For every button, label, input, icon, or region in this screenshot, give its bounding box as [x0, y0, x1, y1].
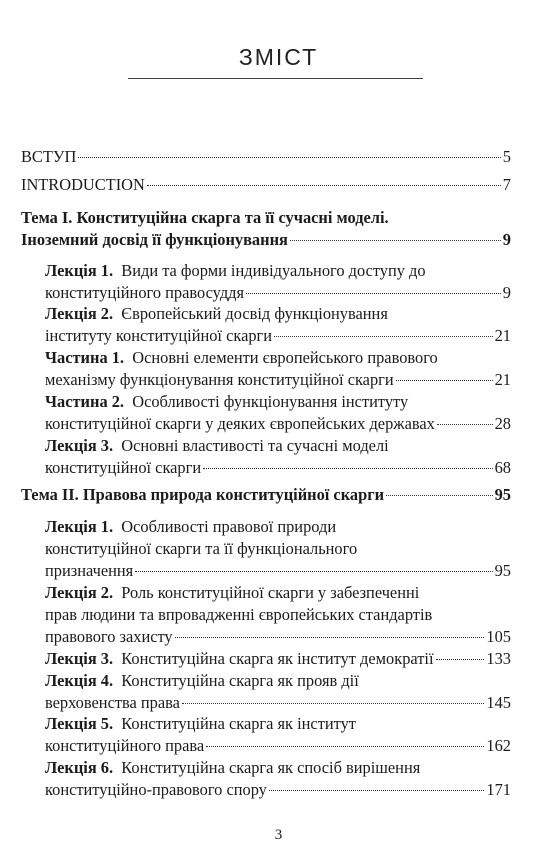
toc-entry-text: Основні властивості та сучасні моделі — [121, 436, 389, 455]
toc-line-text — [45, 605, 432, 624]
toc-entry-text: Основні елементи європейського правового — [132, 348, 438, 367]
toc-page-number: 5 — [502, 147, 511, 166]
toc-line-text — [45, 348, 438, 367]
dot-leader — [386, 494, 493, 496]
toc-page-number: 105 — [486, 627, 511, 646]
toc-entry-text: правового захисту — [45, 627, 173, 646]
toc-line-text — [45, 517, 336, 536]
toc-line — [45, 516, 511, 538]
toc-line — [45, 735, 511, 757]
toc-line — [21, 146, 511, 168]
toc-entry-text: прав людини та впровадженні європейських стандартів — [45, 605, 433, 624]
dot-leader — [246, 292, 501, 294]
toc-line — [45, 413, 511, 435]
toc-entry-text: Конституційна скарга як прояв дії — [121, 671, 359, 690]
toc-page-number: 21 — [494, 370, 511, 389]
toc-line-text — [21, 146, 76, 168]
page-title: ЗМІСТ — [238, 44, 319, 70]
toc-entry-text: ВСТУП — [21, 147, 77, 166]
toc-line — [45, 457, 511, 479]
toc-entry-label: Лекція 6. — [45, 758, 114, 777]
toc-page-number: 9 — [502, 230, 511, 249]
toc-line — [45, 779, 511, 801]
toc-line-text — [45, 325, 272, 347]
toc-entry-text: Іноземний досвід її функціонування — [21, 230, 288, 249]
toc-page-number: 9 — [502, 283, 511, 302]
toc-entry-text: конституційно-правового спору — [45, 780, 267, 799]
toc-line — [45, 713, 511, 735]
toc-line-text — [45, 282, 244, 304]
toc-entry-text: Види та форми індивідуального доступу до — [121, 261, 426, 280]
toc-page-number: 95 — [494, 485, 511, 504]
toc-page-number: 162 — [486, 736, 511, 755]
toc-line-text — [45, 758, 420, 777]
toc-entry-label: Лекція 2. — [45, 304, 114, 323]
toc-page-number: 68 — [494, 458, 511, 477]
toc-line — [45, 692, 511, 714]
toc-page-number: 7 — [502, 175, 511, 194]
dot-leader — [203, 467, 492, 469]
toc-line — [45, 325, 511, 347]
toc-line — [45, 347, 511, 369]
toc-entry-text: призначення — [45, 561, 134, 580]
toc-line-text — [45, 626, 173, 648]
dot-leader — [269, 789, 485, 791]
toc-line — [21, 229, 511, 251]
toc-line — [45, 391, 511, 413]
toc-line — [45, 303, 511, 325]
toc-entry-text: Тема I. Конституційна скарга та її сучасні моделі. — [21, 208, 389, 227]
toc-line-text — [45, 692, 180, 714]
dot-leader — [396, 379, 493, 381]
toc-line — [45, 560, 511, 582]
toc-line — [45, 582, 511, 604]
dot-leader — [175, 636, 485, 638]
toc-line — [45, 648, 511, 670]
toc-entry-text: механізму функціонування конституційної скарги — [45, 370, 394, 389]
dot-leader — [436, 658, 485, 660]
toc-line-text — [45, 539, 357, 558]
toc-page-number: 95 — [494, 561, 511, 580]
toc-entry-label: Лекція 3. — [45, 649, 114, 668]
toc-entry-label: Лекція 3. — [45, 436, 114, 455]
toc-line — [21, 484, 511, 506]
toc-line-text — [45, 560, 133, 582]
toc-line-text — [45, 304, 388, 323]
toc-line-text — [21, 229, 288, 251]
toc-line — [45, 626, 511, 648]
toc-line — [45, 757, 511, 779]
toc-entry-text: INTRODUCTION — [21, 175, 145, 194]
dot-leader — [78, 156, 500, 158]
toc-entry-text: конституційного правосуддя — [45, 283, 245, 302]
toc-line-text — [45, 369, 394, 391]
toc-line-text — [21, 484, 384, 506]
toc-line-text — [21, 208, 389, 227]
toc-line-text — [45, 779, 267, 801]
toc-line — [21, 174, 511, 196]
dot-leader — [274, 335, 493, 337]
toc-line-text — [45, 436, 389, 455]
dot-leader — [147, 184, 501, 186]
toc-line-text — [45, 671, 359, 690]
dot-leader — [290, 239, 501, 241]
toc-entry-label: Лекція 1. — [45, 261, 114, 280]
title-underline — [128, 78, 423, 79]
toc-entry-text: Особливості функціонування інституту — [132, 392, 409, 411]
toc-line-text — [45, 413, 435, 435]
dot-leader — [437, 423, 493, 425]
toc-line-text — [45, 648, 434, 670]
toc-entry-label: Лекція 2. — [45, 583, 114, 602]
dot-leader — [182, 702, 484, 704]
toc-entry-label: Частина 1. — [45, 348, 125, 367]
toc-line-text — [45, 583, 419, 602]
page-number: 3 — [274, 827, 283, 843]
toc-entry-label: Лекція 5. — [45, 714, 114, 733]
toc-page-number: 171 — [486, 780, 511, 799]
toc-entry-text: інституту конституційної скарги — [45, 326, 273, 345]
toc-entry-label: Лекція 1. — [45, 517, 114, 536]
toc-page-number: 133 — [486, 649, 511, 668]
toc-entry-text: Європейський досвід функціонування — [121, 304, 388, 323]
toc-entry-text: конституційної скарги та її функціонального — [45, 539, 358, 558]
dot-leader — [135, 570, 492, 572]
toc-line — [45, 604, 511, 626]
toc-line-text — [45, 392, 408, 411]
toc-line-text — [45, 457, 201, 479]
toc-line-text — [45, 714, 356, 733]
toc-page-number: 145 — [486, 693, 511, 712]
toc-entry-label: Лекція 4. — [45, 671, 114, 690]
toc-line-text — [45, 261, 426, 280]
toc-entry-text: конституційної скарги у деяких європейських державах — [45, 414, 435, 433]
dot-leader — [206, 745, 484, 747]
toc-line — [45, 538, 511, 560]
toc-entry-text: конституційного права — [45, 736, 205, 755]
toc-page-number: 21 — [494, 326, 511, 345]
toc-entry-text: Конституційна скарга як інститут демократії — [121, 649, 434, 668]
toc-line-text — [45, 735, 204, 757]
toc-entry-label: Частина 2. — [45, 392, 125, 411]
toc-page-number: 28 — [494, 414, 511, 433]
toc-line — [45, 282, 511, 304]
toc-entry-text: Тема II. Правова природа конституційної скарги — [21, 485, 385, 504]
toc-line — [45, 670, 511, 692]
toc-line — [21, 207, 511, 229]
toc-entry-text: верховенства права — [45, 693, 180, 712]
toc-entry-text: Особливості правової природи — [121, 517, 337, 536]
toc-entry-text: Конституційна скарга як інститут — [121, 714, 356, 733]
toc-line — [45, 260, 511, 282]
toc-line — [45, 369, 511, 391]
toc-entry-text: Роль конституційної скарги у забезпеченні — [121, 583, 420, 602]
toc-line-text — [21, 174, 145, 196]
toc-line — [45, 435, 511, 457]
toc-entry-text: Конституційна скарга як спосіб вирішення — [121, 758, 421, 777]
toc-entry-text: конституційної скарги — [45, 458, 202, 477]
